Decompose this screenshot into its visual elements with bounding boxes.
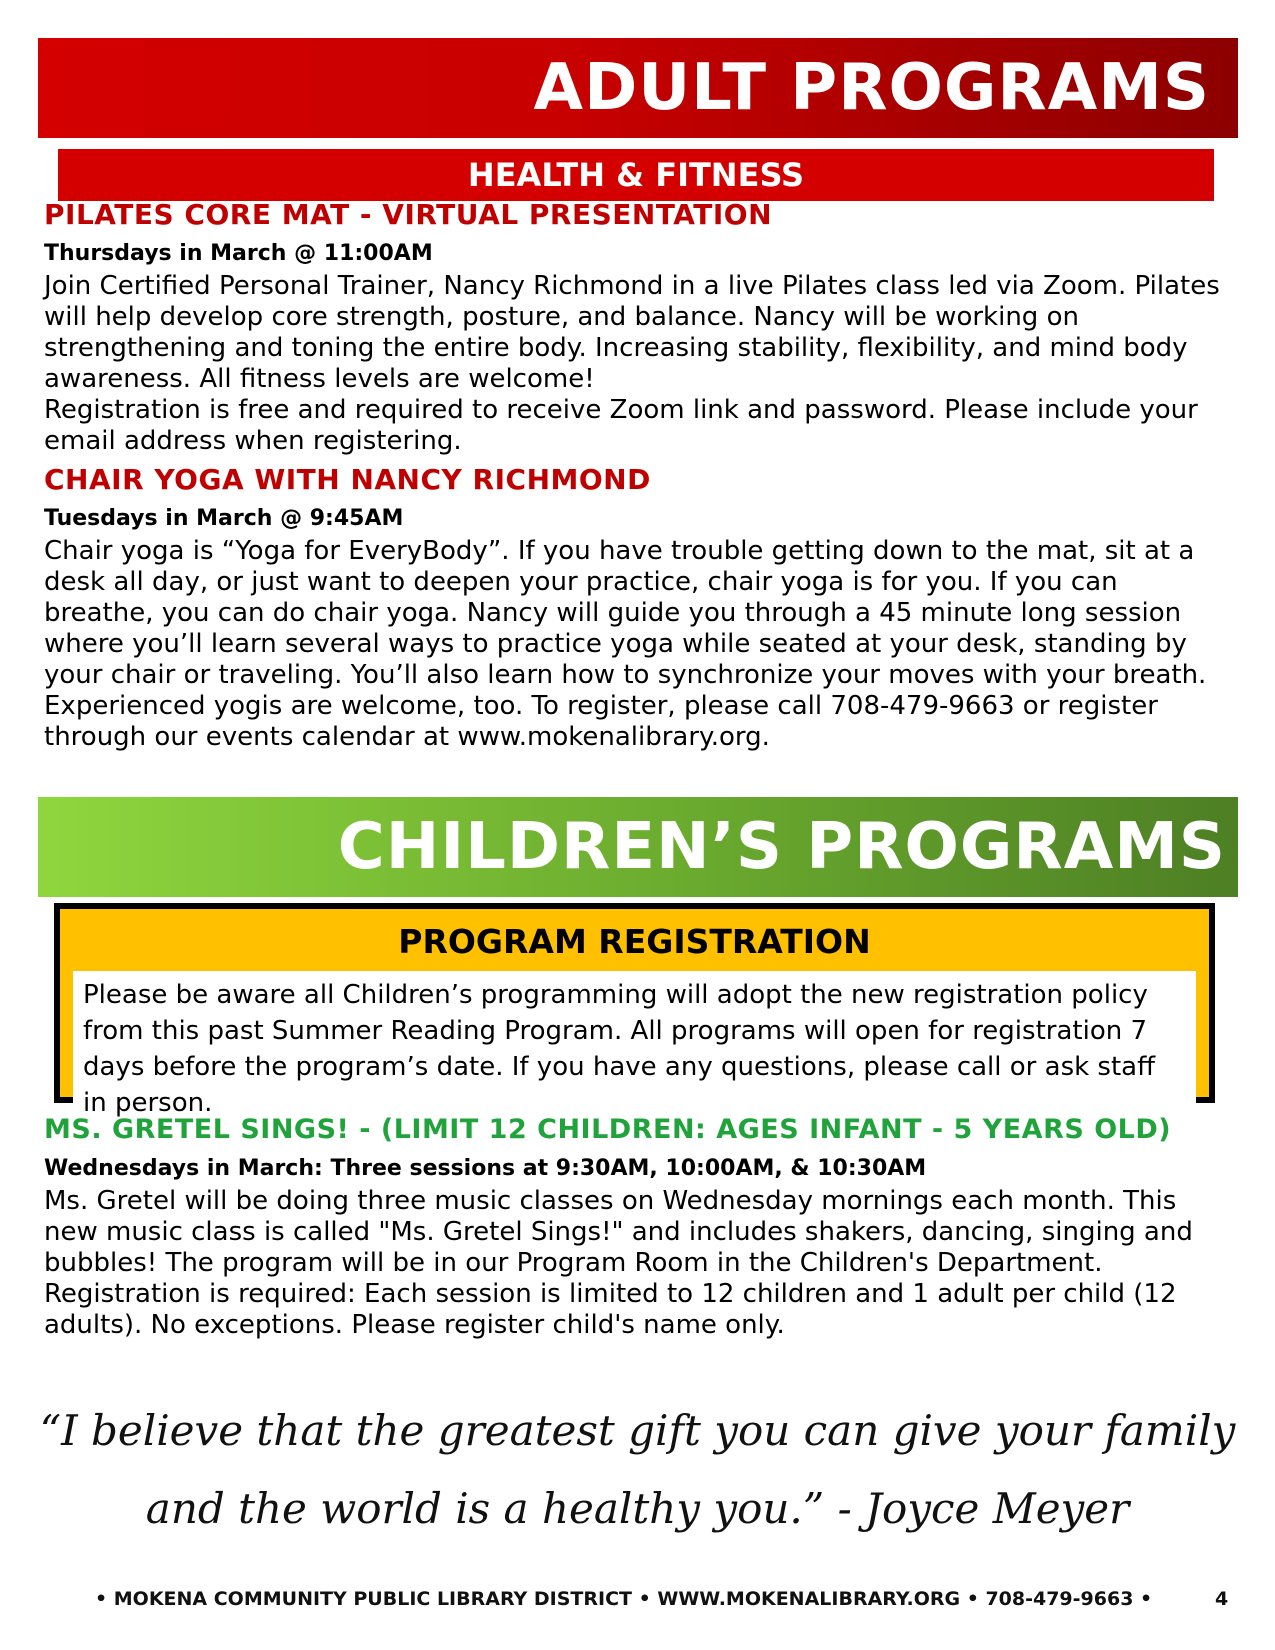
childrens-programs-heading: CHILDREN’S PROGRAMS [337, 810, 1226, 884]
health-fitness-heading: HEALTH & FITNESS [467, 156, 805, 194]
adult-programs-heading: ADULT PROGRAMS [533, 51, 1210, 125]
inspirational-quote: “I believe that the greatest gift you can give your family and the world is a healthy you.” - Joyce Meyer [39, 1406, 1236, 1533]
program-title: MS. GRETEL SINGS! - (LIMIT 12 CHILDREN: AGES INFANT - 5 YEARS OLD) [44, 1114, 1172, 1145]
program-title: CHAIR YOGA WITH NANCY RICHMOND [44, 463, 651, 496]
program-pilates [44, 197, 1234, 457]
program-schedule: Wednesdays in March: Three sessions at 9:30AM, 10:00AM, & 10:30AM [44, 1156, 927, 1181]
program-schedule: Tuesdays in March @ 9:45AM [44, 506, 404, 531]
footer-contact: • MOKENA COMMUNITY PUBLIC LIBRARY DISTRICT • WWW.MOKENALIBRARY.ORG • 708-479-9663 • [95, 1588, 1153, 1610]
program-description: Chair yoga is “Yoga for EveryBody”. If you have trouble getting down to the mat, sit at a desk all day, or just want to deepen your practice, chair yoga is for you. If you can breathe, you can do chair yoga. Nancy will guide you through a 45 minute long session where you’ll learn several ways to practice yoga while seated at your desk, standing by your chair or traveling. You’ll also learn how to synchronize your moves with your breath. Experienced yogis are welcome, too. To register, please call 708-479-9663 or register through our events calendar at www.mokenalibrary.org. [44, 536, 1207, 752]
program-description: Join Certified Personal Trainer, Nancy Richmond in a live Pilates class led via Zoom. Pilates will help develop core strength, posture, and balance. Nancy will be working on strengthening and toning the entire body. Increasing stability, flexibility, and mind body awareness. All fitness levels are welcome! Registration is free and required to receive Zoom link and password. Please include your email address when registering. [44, 271, 1220, 456]
health-fitness-bar [58, 149, 1214, 201]
program-registration-title: PROGRAM REGISTRATION [398, 922, 871, 961]
program-schedule: Thursdays in March @ 11:00AM [44, 241, 433, 266]
childrens-programs-banner [38, 797, 1238, 897]
program-registration-text: Please be aware all Children’s programming will adopt the new registration policy from this past Summer Reading Program. All programs will open for registration 7 days before the program’s date. If you have any questions, please call or ask staff in person. [73, 971, 1196, 1127]
program-ms-gretel-sings [44, 1112, 1234, 1341]
program-chair-yoga [44, 462, 1234, 753]
program-description: Ms. Gretel will be doing three music classes on Wednesday mornings each month. This new music class is called "Ms. Gretel Sings!" and includes shakers, dancing, singing and bubbles! The program will be in our Program Room in the Children's Department. Registration is required: Each session is limited to 12 children and 1 adult per child (12 adults). No exceptions. Please register child's name only. [44, 1186, 1193, 1340]
program-registration-box [54, 903, 1215, 1118]
adult-programs-banner [38, 38, 1238, 138]
page-number: 4 [1215, 1588, 1229, 1610]
program-title: PILATES CORE MAT - VIRTUAL PRESENTATION [44, 198, 773, 231]
